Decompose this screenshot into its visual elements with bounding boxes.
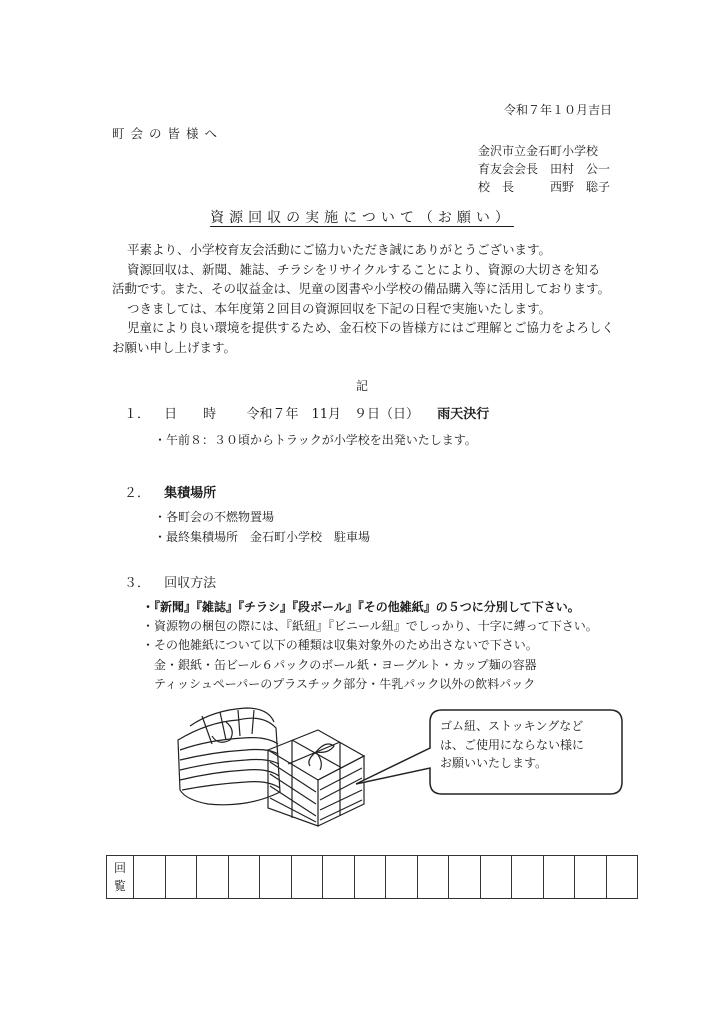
body-line: 児童により良い環境を提供するため、金石校下の皆様方にはご理解とご協力をよろしく xyxy=(127,320,615,335)
section-3-item: ・その他雑紙について以下の種類は収集対象外のため出さないで下さい。 xyxy=(142,638,538,652)
circulation-cell[interactable] xyxy=(543,856,575,899)
section-2-item: ・最終集積場所 金石町小学校 駐車場 xyxy=(154,530,371,544)
section-2-label: 集積場所 xyxy=(164,486,217,501)
circulation-cell[interactable] xyxy=(323,856,355,899)
bubble-line: お願いいたします。 xyxy=(440,756,548,770)
section-1-date: 令和７年 11月 ９日（日） xyxy=(246,407,419,422)
circulation-cell[interactable] xyxy=(575,856,607,899)
section-1-number: １． xyxy=(124,407,151,422)
circulation-cell[interactable] xyxy=(197,856,229,899)
circulation-cell[interactable] xyxy=(134,856,166,899)
body-line: 平素より、小学校育友会活動にご協力いただき誠にありがとうございます。 xyxy=(127,242,552,257)
body-line: 活動です。また、その収益金は、児童の図書や小学校の備品購入等に活用しております。 xyxy=(112,281,611,296)
section-2-heading xyxy=(124,482,216,501)
circulation-cell[interactable] xyxy=(606,856,638,899)
circulation-cell[interactable] xyxy=(291,856,323,899)
sender-pta-president: 育友会会長 田村 公一 xyxy=(478,162,611,176)
circulation-cell[interactable] xyxy=(165,856,197,899)
circulation-cell[interactable] xyxy=(354,856,386,899)
body-line: 資源回収は、新聞、雑誌、チラシをリサイクルすることにより、資源の大切さを知る xyxy=(127,261,601,277)
circulation-label: 回 覧 xyxy=(107,856,134,899)
body-line: つきましては、本年度第２回目の資源回収を下記の日程で実施いたします。 xyxy=(127,300,552,316)
section-1-heading xyxy=(124,403,489,422)
circulation-cell[interactable] xyxy=(480,856,512,899)
circulation-cell[interactable] xyxy=(449,856,481,899)
sender-block xyxy=(478,142,610,196)
section-3-number: ３． xyxy=(124,576,151,591)
section-2-number: ２． xyxy=(124,486,151,501)
document-title: 資源回収の実施について（お願い） xyxy=(210,210,514,226)
recipient-line: 町会の皆様へ xyxy=(112,126,224,141)
section-3-item: ・資源物の梱包の際には、『紙紐』『ビニール紐』でしっかり、十字に縛って下さい。 xyxy=(142,619,598,633)
body-line: お願い申し上げます。 xyxy=(112,339,237,355)
section-3-label: 回収方法 xyxy=(164,576,217,591)
issue-date: 令和７年１０月吉日 xyxy=(503,103,612,117)
section-1-rain-note: 雨天決行 xyxy=(437,407,490,422)
circulation-cell[interactable] xyxy=(417,856,449,899)
section-3-item: ・『新聞』『雑誌』『チラシ』『段ボール』『その他雑紙』の５つに分別して下さい。 xyxy=(142,600,580,614)
body-paragraph xyxy=(112,240,625,357)
bubble-line: は、ご使用にならない様に xyxy=(440,737,585,752)
circulation-cell[interactable] xyxy=(386,856,418,899)
section-3-heading xyxy=(124,572,216,591)
circulation-table xyxy=(106,855,638,899)
circulation-cell[interactable] xyxy=(228,856,260,899)
section-3-item: 金・銀紙・缶ビール６パックのボール紙・ヨーグルト・カップ麺の容器 xyxy=(154,658,537,672)
bubble-line: ゴム紐、ストッキングなど xyxy=(440,719,584,733)
circulation-row xyxy=(107,856,638,899)
section-2-item: ・各町会の不燃物置場 xyxy=(154,510,275,524)
circulation-cell[interactable] xyxy=(260,856,292,899)
ki-heading: 記 xyxy=(355,379,368,393)
sender-school: 金沢市立金石町小学校 xyxy=(478,144,599,158)
section-1-item: ・午前８：３０頃からトラックが小学校を出発いたします。 xyxy=(154,433,477,447)
section-3-item: ティッシュペーパーのプラスチック部分・牛乳パック以外の飲料パック xyxy=(154,677,536,691)
paper-bundles-illustration xyxy=(168,700,368,830)
section-1-label: 日 時 xyxy=(164,407,217,422)
circulation-cell[interactable] xyxy=(512,856,544,899)
sender-principal: 校 長 西野 聡子 xyxy=(478,180,611,194)
speech-bubble-text xyxy=(440,717,584,773)
